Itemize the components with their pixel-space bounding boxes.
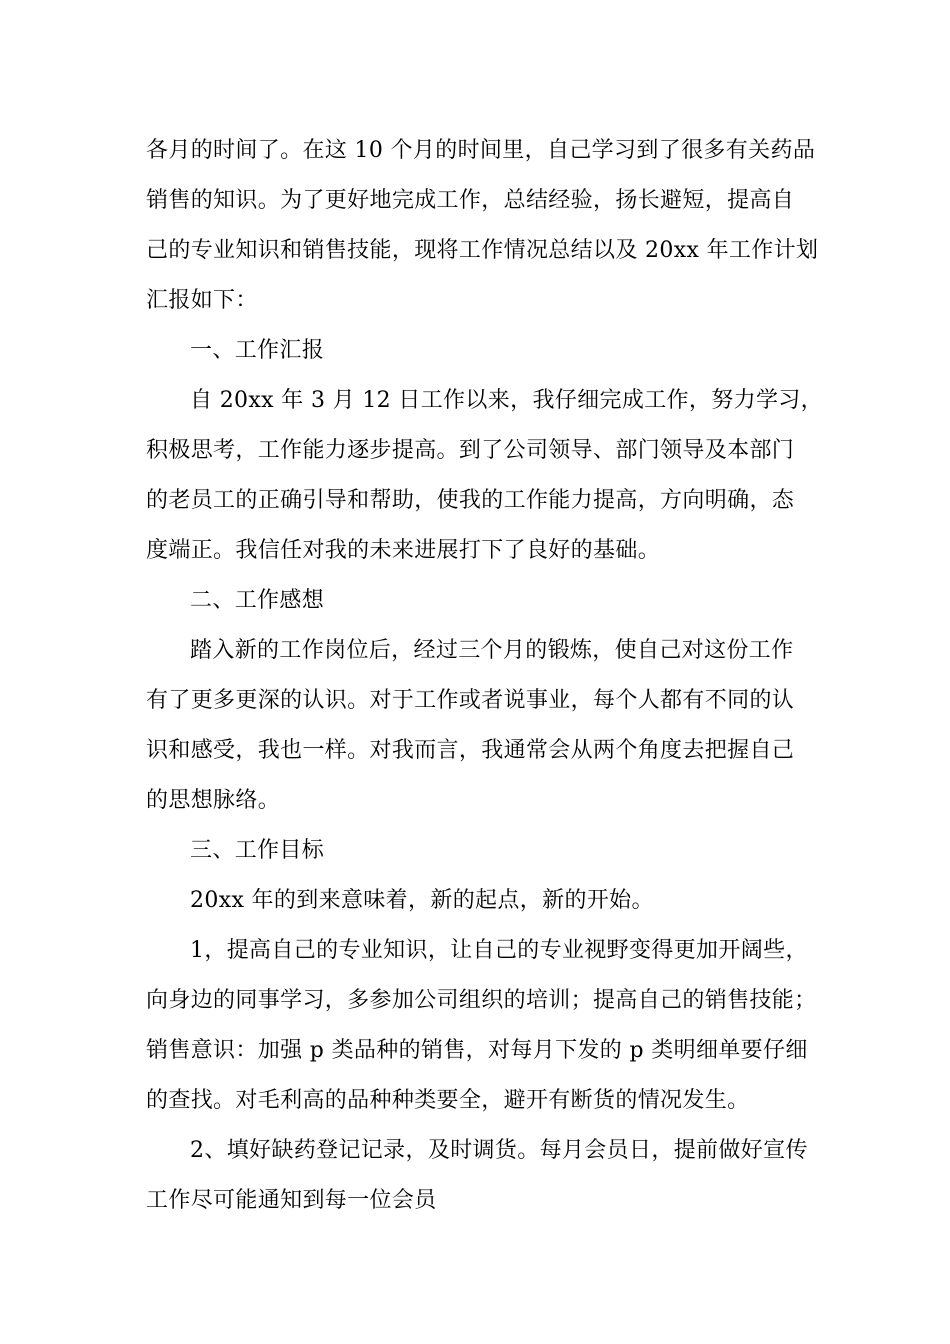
paragraph-line: 汇报如下： — [146, 288, 258, 313]
paragraph-line: 的思想脉络。 — [146, 788, 281, 813]
paragraph-line: 积极思考，工作能力逐步提高。到了公司领导、部门领导及本部门 — [146, 438, 795, 463]
section-heading: 二、工作感想 — [190, 588, 325, 613]
paragraph-line: 销售意识：加强 p 类品种的销售，对每月下发的 p 类明细单要仔细 — [146, 1038, 808, 1063]
paragraph-line: 工作尽可能通知到每一位会员 — [146, 1188, 437, 1213]
section-heading: 三、工作目标 — [190, 838, 325, 863]
paragraph-line: 自 20xx 年 3 月 12 日工作以来，我仔细完成工作，努力学习， — [190, 388, 824, 413]
paragraph-line: 识和感受，我也一样。对我而言，我通常会从两个角度去把握自己 — [146, 738, 795, 763]
section-heading: 一、工作汇报 — [190, 338, 325, 363]
paragraph-line: 销售的知识。为了更好地完成工作，总结经验，扬长避短，提高自 — [146, 188, 795, 213]
paragraph-line: 度端正。我信任对我的未来进展打下了良好的基础。 — [146, 538, 661, 563]
paragraph-line: 有了更多更深的认识。对于工作或者说事业，每个人都有不同的认 — [146, 688, 795, 713]
paragraph-line: 踏入新的工作岗位后，经过三个月的锻炼，使自己对这份工作 — [190, 638, 794, 663]
paragraph-line: 的老员工的正确引导和帮助，使我的工作能力提高，方向明确，态 — [146, 488, 795, 513]
paragraph-line: 1，提高自己的专业知识，让自己的专业视野变得更加开阔些， — [190, 938, 808, 963]
paragraph-line: 20xx 年的到来意味着，新的起点，新的开始。 — [190, 888, 654, 913]
paragraph-line: 各月的时间了。在这 10 个月的时间里，自己学习到了很多有关药品 — [146, 138, 816, 163]
paragraph-line: 己的专业知识和销售技能，现将工作情况总结以及 20xx 年工作计划 — [146, 238, 819, 263]
paragraph-line: 的查找。对毛利高的品种种类要全，避开有断货的情况发生。 — [146, 1088, 750, 1113]
paragraph-line: 向身边的同事学习，多参加公司组织的培训；提高自己的销售技能； — [146, 988, 817, 1013]
paragraph-line: 2、填好缺药登记记录，及时调货。每月会员日，提前做好宣传 — [190, 1138, 808, 1163]
